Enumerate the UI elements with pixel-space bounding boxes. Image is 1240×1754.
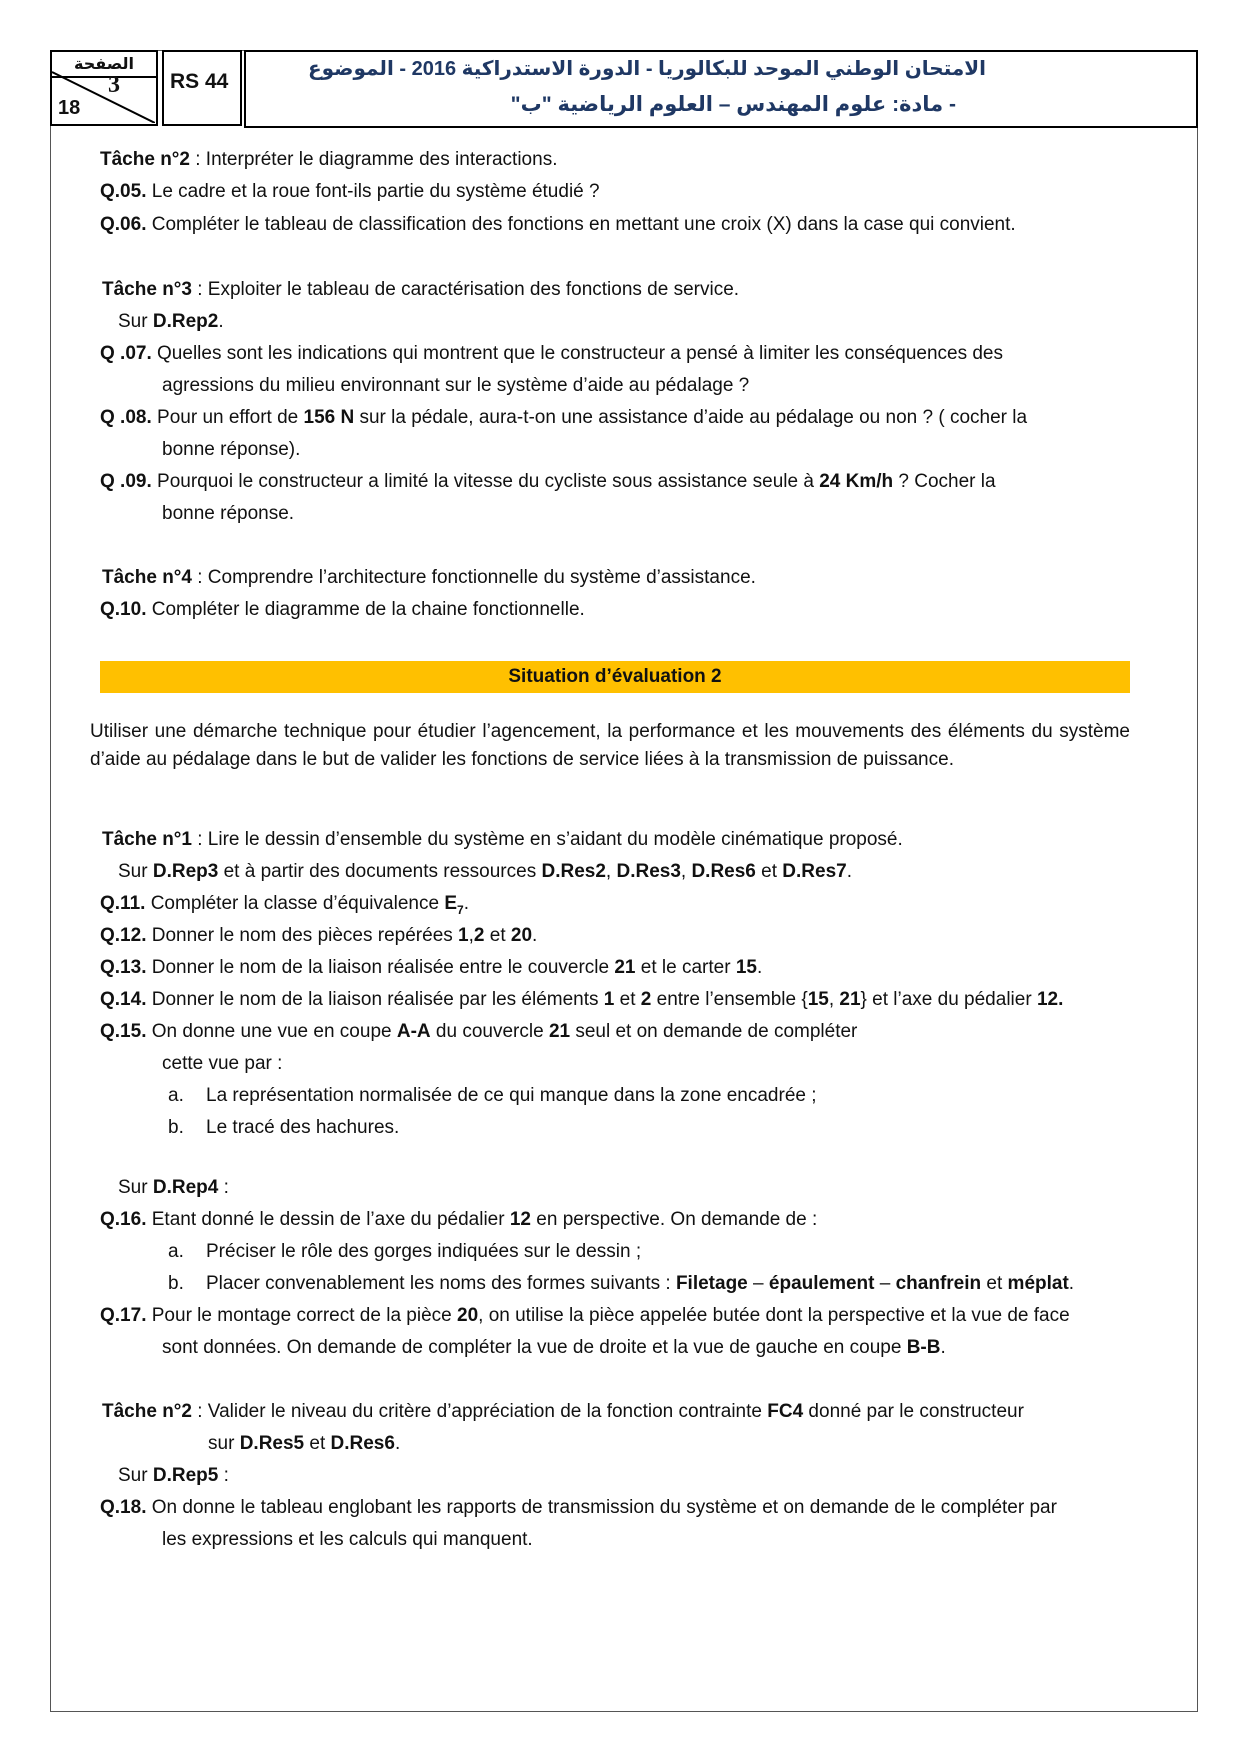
- exam-title-line2: - مادة: علوم المهندس – العلوم الرياضية "ب": [510, 93, 956, 116]
- question-q08-line2: bonne réponse).: [162, 439, 301, 460]
- sur-drep4: Sur D.Rep4 :: [118, 1177, 229, 1198]
- question-q07-line2: agressions du milieu environnant sur le système d’aide au pédalage ?: [162, 375, 750, 396]
- sur-drep2: Sur D.Rep2.: [118, 311, 224, 332]
- task2b-heading: Tâche n°2 : Valider le niveau du critère d’appréciation de la fonction contrainte FC4 donné par le constructeur: [102, 1401, 1024, 1422]
- task1-heading: Tâche n°1 : Lire le dessin d’ensemble du système en s’aidant du modèle cinématique proposé.: [102, 829, 903, 850]
- page-number-box: [50, 50, 158, 126]
- question-q11: Q.11. Compléter la classe d’équivalence $E_7$.: [100, 893, 469, 917]
- q16-item-a-mark: a.: [168, 1241, 184, 1262]
- page-number: 3: [108, 72, 120, 98]
- question-q18-line2: les expressions et les calculs qui manquent.: [162, 1529, 533, 1550]
- q16-item-a: Préciser le rôle des gorges indiquées sur le dessin ;: [206, 1241, 642, 1262]
- sur-drep5: Sur D.Rep5 :: [118, 1465, 229, 1486]
- question-q16: Q.16. Etant donné le dessin de l’axe du pédalier 12 en perspective. On demande de :: [100, 1209, 818, 1230]
- page-box-divider: [52, 76, 156, 78]
- question-q08: Q .08. Pour un effort de 156 N sur la pédale, aura-t-on une assistance d’aide au pédalage ou non ? ( cocher la: [100, 407, 1028, 428]
- question-q09: Q .09. Pourquoi le constructeur a limité la vitesse du cycliste sous assistance seule à 24 Km/h ? Cocher la: [100, 471, 996, 492]
- question-q15: Q.15. On donne une vue en coupe A-A du couvercle 21 seul et on demande de compléter: [100, 1021, 858, 1042]
- exam-title-box: [244, 50, 1198, 128]
- task2-heading: Tâche n°2 : Interpréter le diagramme des interactions.: [100, 149, 558, 170]
- question-q17-line2: sont données. On demande de compléter la vue de droite et la vue de gauche en coupe B-B.: [162, 1337, 946, 1358]
- question-q14: Q.14. Donner le nom de la liaison réalisée par les éléments 1 et 2 entre l’ensemble {15, 21} et l’axe du pédalier 12.: [100, 989, 1064, 1010]
- question-q06: Q.06. Compléter le tableau de classification des fonctions en mettant une croix (X) dans la case qui convient.: [100, 214, 1016, 235]
- question-q15-line2: cette vue par :: [162, 1053, 283, 1074]
- q16-item-b-mark: b.: [168, 1273, 184, 1294]
- question-q07: Q .07. Quelles sont les indications qui montrent que le constructeur a pensé à limiter les conséquences des: [100, 343, 1004, 364]
- sur-drep3: Sur D.Rep3 et à partir des documents ressources D.Res2, D.Res3, D.Res6 et D.Res7.: [118, 861, 852, 882]
- task4-heading: Tâche n°4 : Comprendre l’architecture fonctionnelle du système d’assistance.: [102, 567, 756, 588]
- question-q18: Q.18. On donne le tableau englobant les rapports de transmission du système et on demande de le compléter par: [100, 1497, 1057, 1518]
- exam-title-line1: الامتحان الوطني الموحد للبكالوريا - الدورة الاستدراكية 2016 - الموضوع: [307, 58, 986, 80]
- q15-item-b-mark: b.: [168, 1117, 184, 1138]
- page-label: الصفحة: [74, 56, 135, 73]
- total-pages: 18: [58, 97, 81, 119]
- q15-item-a: La représentation normalisée de ce qui manque dans la zone encadrée ;: [206, 1085, 817, 1106]
- q16-item-b: Placer convenablement les noms des formes suivants : Filetage – épaulement – chanfrein et méplat.: [206, 1273, 1075, 1294]
- q15-item-a-mark: a.: [168, 1085, 184, 1106]
- question-q10: Q.10. Compléter le diagramme de la chaine fonctionnelle.: [100, 599, 585, 620]
- question-q17: Q.17. Pour le montage correct de la pièce 20, on utilise la pièce appelée butée dont la perspective et la vue de face: [100, 1305, 1070, 1326]
- exam-code: RS 44: [170, 70, 229, 93]
- exam-header: [50, 50, 1198, 128]
- task2b-line2: sur D.Res5 et D.Res6.: [208, 1433, 401, 1454]
- question-q13: Q.13. Donner le nom de la liaison réalisée entre le couvercle 21 et le carter 15.: [100, 957, 763, 978]
- question-q05: Q.05. Le cadre et la roue font-ils partie du système étudié ?: [100, 181, 600, 202]
- intro-paragraph: Utiliser une démarche technique pour étudier l’agencement, la performance et les mouvements des éléments du système d’aide au pédalage dans le but de valider les fonctions de service liées à la transmission de puissance.: [90, 721, 1130, 770]
- question-q12: Q.12. Donner le nom des pièces repérées 1,2 et 20.: [100, 925, 538, 946]
- situation-banner: Situation d’évaluation 2: [100, 661, 1130, 693]
- exam-code-box: [162, 50, 242, 126]
- task3-heading: Tâche n°3 : Exploiter le tableau de caractérisation des fonctions de service.: [102, 279, 740, 300]
- question-q09-line2: bonne réponse.: [162, 503, 295, 524]
- q15-item-b: Le tracé des hachures.: [206, 1117, 400, 1138]
